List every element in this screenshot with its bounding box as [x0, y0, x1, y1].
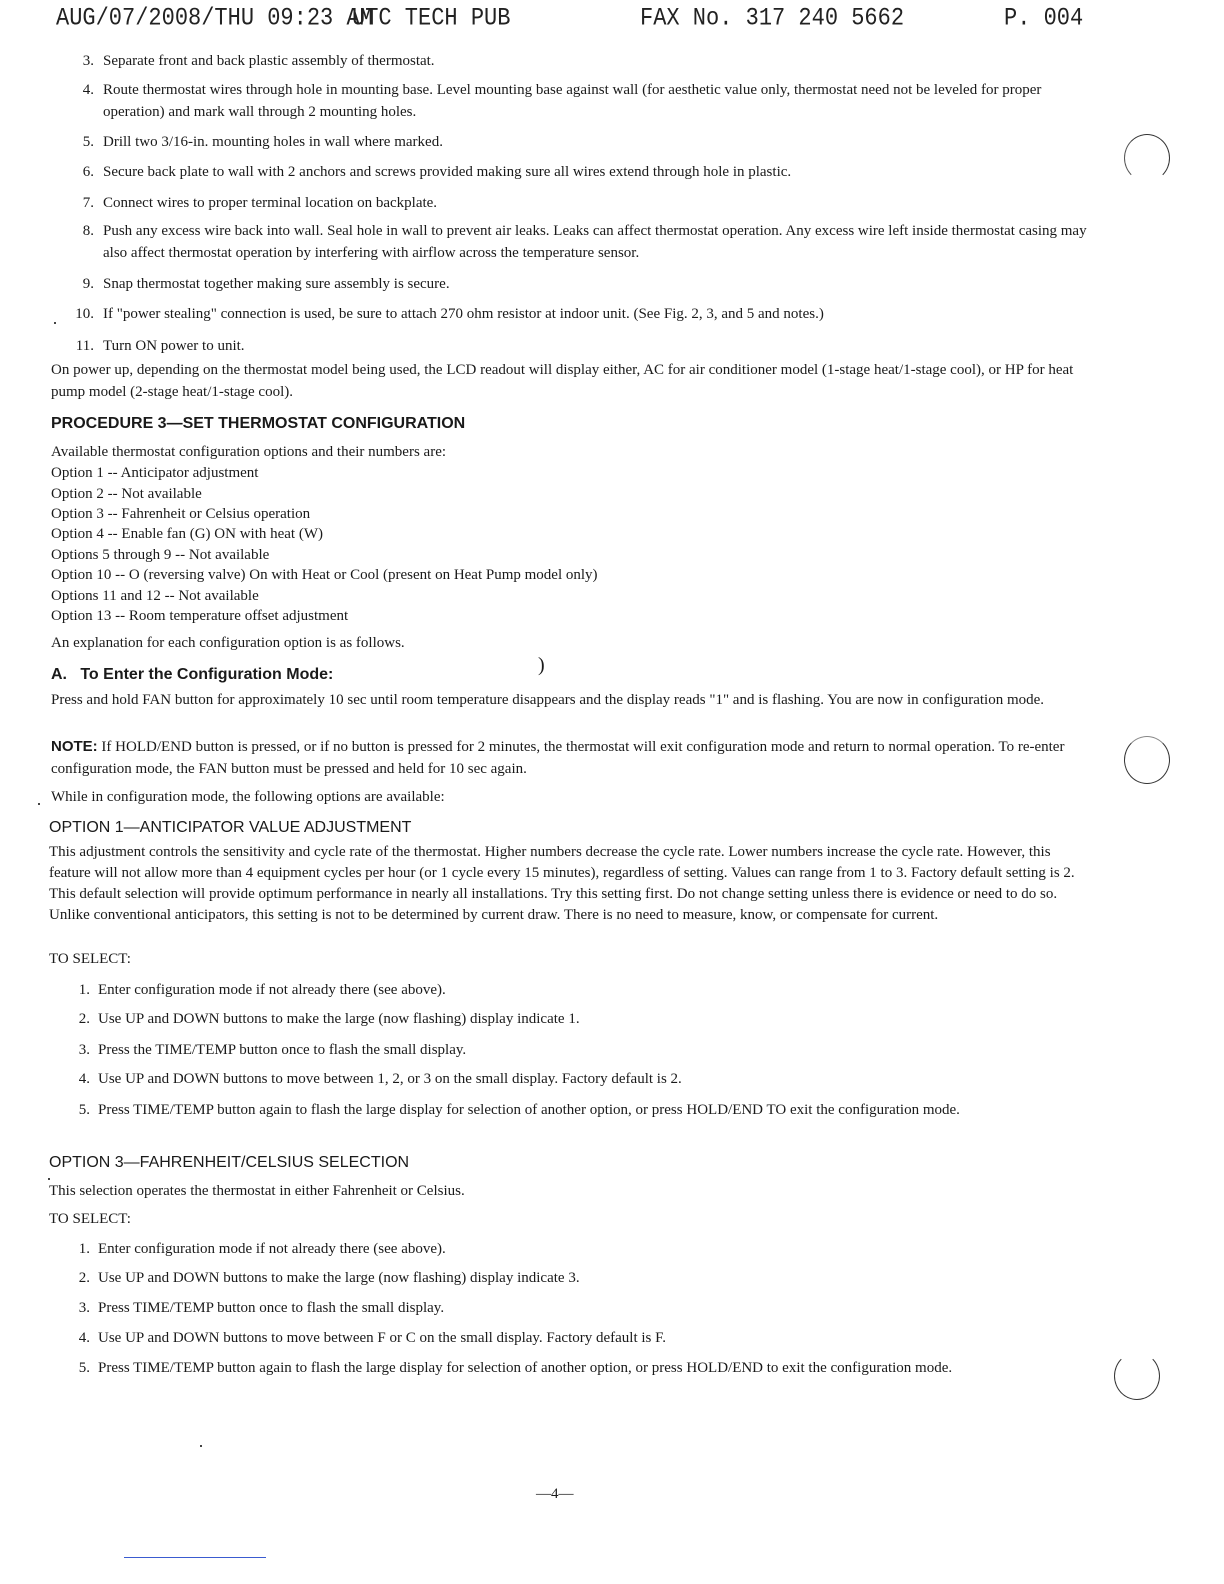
step-number: 10.: [75, 306, 94, 322]
power-up-paragraph: On power up, depending on the thermostat model being used, the LCD readout will display either, AC for air conditioner model (1-stage heat/1-stage cool), or HP for heat pump model (2-stage heat/1-stage cool).: [51, 362, 1074, 400]
fax-date: AUG/07/2008/THU 09:23 AM: [56, 4, 373, 33]
step-text: Use UP and DOWN buttons to move between F or C on the small display. Factory default is F.: [98, 1330, 667, 1346]
options-intro: Available thermostat configuration options and their numbers are:: [51, 444, 447, 460]
scan-artifact-mark: ): [538, 654, 545, 676]
step-text: Push any excess wire back into wall. Seal hole in wall to prevent air leaks. Leaks can affect thermostat operation. Any excess wire left inside thermostat casing may also affect thermostat operation by interfering with airflow across the temperature sensor.: [103, 223, 1087, 261]
procedure-heading: PROCEDURE 3—SET THERMOSTAT CONFIGURATION: [51, 415, 466, 432]
step-number: 1.: [78, 1241, 90, 1257]
step-text: Turn ON power to unit.: [103, 338, 245, 354]
punch-hole-mark: [1124, 736, 1170, 784]
step-number: 5.: [78, 1360, 90, 1376]
step-number: 3.: [78, 1042, 90, 1058]
to-select-label: TO SELECT:: [49, 951, 131, 967]
step-number: 4.: [78, 1071, 90, 1087]
step-number: 2.: [78, 1270, 90, 1286]
fax-header: [0, 2, 1224, 32]
scan-speck: [200, 1445, 202, 1447]
step-text: Press TIME/TEMP button once to flash the small display.: [98, 1300, 445, 1316]
scan-artifact-line: [124, 1557, 266, 1558]
scan-speck: [48, 1178, 50, 1180]
step-number: 4.: [82, 82, 94, 98]
step-text: Enter configuration mode if not already there (see above).: [98, 1241, 446, 1257]
press-hold-paragraph: Press and hold FAN button for approximately 10 sec until room temperature disappears and the display reads "1" and is flashing. You are now in configuration mode.: [51, 692, 1045, 708]
explanation-text: An explanation for each configuration option is as follows.: [51, 635, 405, 651]
step-text: Snap thermostat together making sure assembly is secure.: [103, 276, 450, 292]
to-select-label: TO SELECT:: [49, 1211, 131, 1227]
option3-heading: OPTION 3—FAHRENHEIT/CELSIUS SELECTION: [49, 1154, 410, 1171]
step-text: Press TIME/TEMP button again to flash the large display for selection of another option, or press HOLD/END TO exit the configuration mode.: [98, 1102, 960, 1118]
section-a-heading: A. To Enter the Configuration Mode:: [51, 666, 334, 683]
step-number: 1.: [78, 982, 90, 998]
step-number: 9.: [82, 276, 94, 292]
option-list-item: Options 5 through 9 -- Not available: [51, 547, 270, 563]
step-text: Use UP and DOWN buttons to make the large (now flashing) display indicate 1.: [98, 1011, 580, 1027]
option-list-item: Options 11 and 12 -- Not available: [51, 588, 259, 604]
step-number: 2.: [78, 1011, 90, 1027]
note-label: NOTE:: [51, 738, 98, 755]
option-list-item: Option 4 -- Enable fan (G) ON with heat (W): [51, 526, 323, 542]
option1-paragraph: This adjustment controls the sensitivity and cycle rate of the thermostat. Higher numbers decrease the cycle rate. Lower numbers increase the cycle rate. However, this feature will not allow more than 4 equipment cycles per hour (or 1 cycle every 15 minutes), regardless of setting. Values can range from 1 to 3. Factory default setting is 2. This default selection will provide optimum performance in nearly all installations. Try this setting first. Do not change setting unless there is evidence or need to do so. Unlike conventional anticipators, this setting is not to be determined by current draw. There is no need to measure, know, or compensate for current.: [49, 844, 1075, 923]
step-text: Press the TIME/TEMP button once to flash the small display.: [98, 1042, 467, 1058]
step-number: 8.: [82, 223, 94, 239]
step-text: Use UP and DOWN buttons to move between 1, 2, or 3 on the small display. Factory default is 2.: [98, 1071, 682, 1087]
step-number: 5.: [82, 134, 94, 150]
step-text: Separate front and back plastic assembly of thermostat.: [103, 53, 435, 69]
step-text: If "power stealing" connection is used, be sure to attach 270 ohm resistor at indoor unit. (See Fig. 2, 3, and 5 and notes.): [103, 306, 824, 322]
step-number: 7.: [82, 195, 94, 211]
step-number: 4.: [78, 1330, 90, 1346]
scan-speck: [54, 322, 56, 324]
step-text: Enter configuration mode if not already there (see above).: [98, 982, 446, 998]
fax-page: P. 004: [1004, 4, 1084, 33]
step-text: Use UP and DOWN buttons to make the large (now flashing) display indicate 3.: [98, 1270, 580, 1286]
option3-paragraph: This selection operates the thermostat in either Fahrenheit or Celsius.: [49, 1183, 465, 1199]
step-text: Drill two 3/16-in. mounting holes in wall where marked.: [103, 134, 443, 150]
step-number: 11.: [75, 338, 94, 354]
step-number: 3.: [78, 1300, 90, 1316]
option-list-item: Option 13 -- Room temperature offset adjustment: [51, 608, 349, 624]
scan-speck: [38, 803, 40, 805]
option-list-item: Option 1 -- Anticipator adjustment: [51, 465, 259, 481]
fax-number: FAX No. 317 240 5662: [640, 4, 905, 33]
note-paragraph: [51, 736, 1091, 780]
step-text: Press TIME/TEMP button again to flash the large display for selection of another option, or press HOLD/END to exit the configuration mode.: [98, 1360, 953, 1376]
while-in-text: While in configuration mode, the following options are available:: [51, 789, 445, 805]
step-text: Connect wires to proper terminal location on backplate.: [103, 195, 438, 211]
punch-hole-mark: [1114, 1352, 1160, 1400]
step-number: 6.: [82, 164, 94, 180]
step-text: Route thermostat wires through hole in mounting base. Level mounting base against wall (for aesthetic value only, thermostat need not be leveled for proper operation) and mark wall through 2 mounting holes.: [103, 82, 1042, 120]
page-number: —4—: [536, 1486, 574, 1502]
option-list-item: Option 10 -- O (reversing valve) On with Heat or Cool (present on Heat Pump model only): [51, 567, 598, 583]
step-text: Secure back plate to wall with 2 anchors and screws provided making sure all wires extend through hole in plastic.: [103, 164, 792, 180]
step-number: 3.: [82, 53, 94, 69]
step-number: 5.: [78, 1102, 90, 1118]
option-list-item: Option 2 -- Not available: [51, 486, 202, 502]
note-text: If HOLD/END button is pressed, or if no button is pressed for 2 minutes, the thermostat will exit configuration mode and return to normal operation. To re-enter configuration mode, the FAN button must be pressed and held for 10 sec again.: [51, 739, 1065, 777]
option-list-item: Option 3 -- Fahrenheit or Celsius operation: [51, 506, 311, 522]
option1-heading: OPTION 1—ANTICIPATOR VALUE ADJUSTMENT: [49, 819, 412, 836]
punch-hole-mark: [1124, 134, 1170, 182]
fax-sender: UTC TECH PUB: [352, 4, 511, 33]
